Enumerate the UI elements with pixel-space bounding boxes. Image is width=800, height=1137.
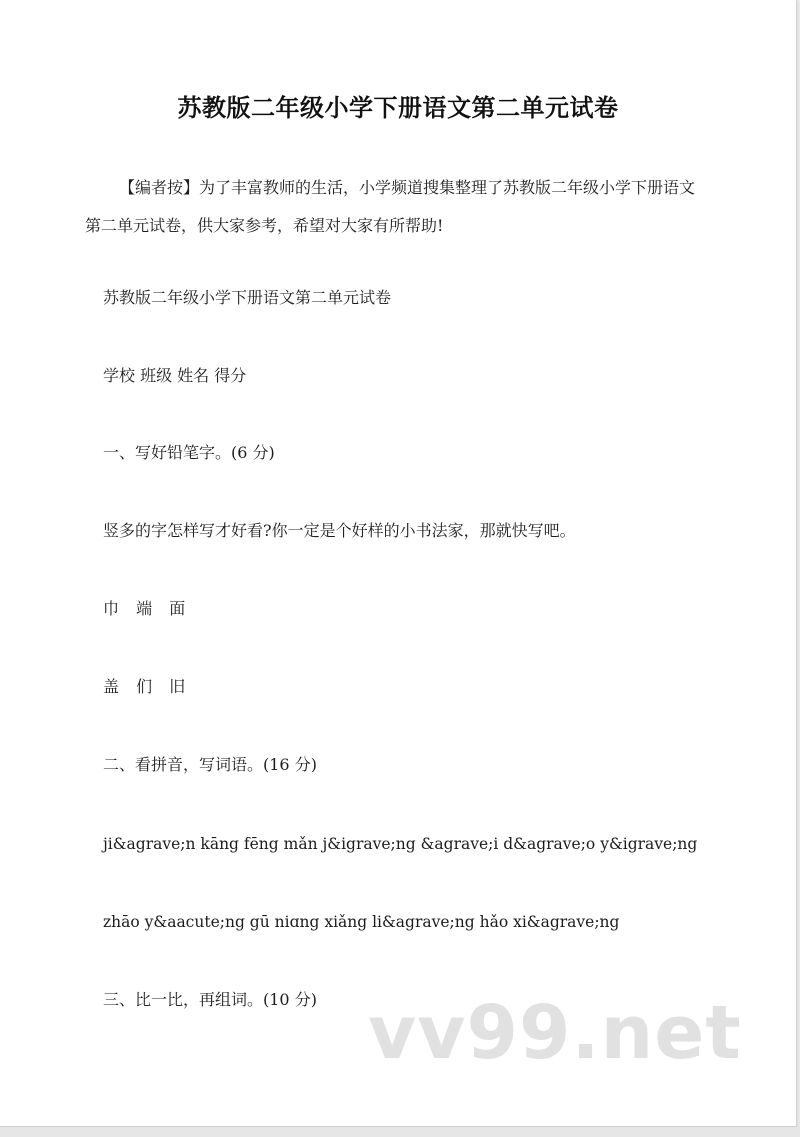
student-info-line: 学校 班级 姓名 得分 xyxy=(103,366,247,385)
character-row-2 xyxy=(103,677,197,697)
practice-character: 巾 xyxy=(103,599,120,618)
page-bottom-edge xyxy=(0,1127,800,1137)
pinyin-line-2: zhāo y&aacute;ng gū niɑng xiǎng li&agrave;ng hǎo xi&agrave;ng xyxy=(103,913,620,931)
character-row-1 xyxy=(103,599,197,619)
section-1-heading: 一、写好铅笔字。(6 分) xyxy=(103,443,275,462)
practice-character: 端 xyxy=(136,599,153,618)
practice-character: 旧 xyxy=(169,677,186,696)
section-3-heading: 三、比一比，再组词。(10 分) xyxy=(103,990,317,1009)
editor-note-paragraph: 【编者按】为了丰富教师的生活，小学频道搜集整理了苏教版二年级小学下册语文第二单元试卷，供大家参考，希望对大家有所帮助! xyxy=(85,178,696,235)
practice-character: 面 xyxy=(169,599,186,618)
site-watermark: vv99.net xyxy=(368,990,742,1076)
practice-character: 盖 xyxy=(103,677,120,696)
section-1-prompt: 竖多的字怎样写才好看?你一定是个好样的小书法家，那就快写吧。 xyxy=(103,521,576,540)
section-2-heading: 二、看拼音，写词语。(16 分) xyxy=(103,755,317,774)
pinyin-line-1: ji&agrave;n kāng fēng mǎn j&igrave;ng &agrave;i d&agrave;o y&igrave;ng xyxy=(103,835,698,853)
exam-subtitle: 苏教版二年级小学下册语文第二单元试卷 xyxy=(103,288,392,307)
practice-character: 们 xyxy=(136,677,153,696)
document-title: 苏教版二年级小学下册语文第二单元试卷 xyxy=(177,94,619,122)
